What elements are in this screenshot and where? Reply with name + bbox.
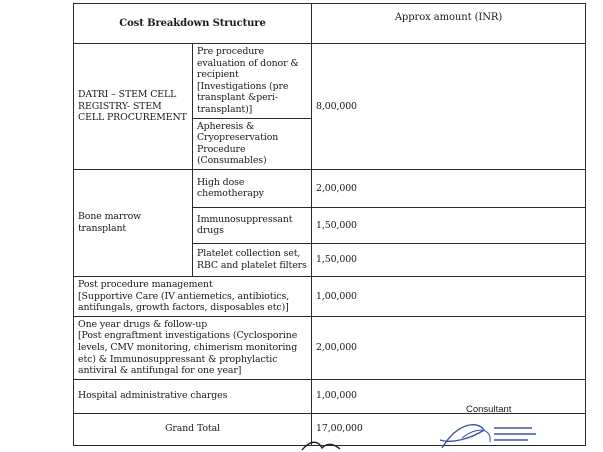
grand-total-amount: 17,00,000 — [311, 413, 585, 445]
bmt-amount-chemo: 2,00,000 — [311, 169, 585, 207]
bmt-amount-platelet: 1,50,000 — [311, 243, 585, 276]
header-structure: Cost Breakdown Structure — [74, 4, 312, 44]
consultant-label: Consultant — [466, 404, 512, 415]
post-procedure-amount: 1,00,000 — [311, 276, 585, 316]
bmt-item-platelet: Platelet collection set, RBC and platelet filters — [192, 243, 311, 276]
bmt-item-chemo: High dose chemotherapy — [192, 169, 311, 207]
post-procedure-cell — [74, 276, 312, 316]
post-procedure-detail: [Supportive Care (IV antiemetics, antibiotics, antifungals, growth factors, disposables etc)] — [78, 290, 290, 314]
datri-label: DATRI – STEM CELL REGISTRY- STEM CELL PROCUREMENT — [74, 44, 193, 170]
one-year-amount: 2,00,000 — [311, 316, 585, 379]
consultant-stamp-icon — [432, 418, 542, 452]
one-year-title: One year drugs & follow-up — [78, 318, 208, 330]
datri-amount: 8,00,000 — [311, 44, 585, 170]
grand-total-label: Grand Total — [74, 413, 312, 445]
header-amount: Approx amount (INR) — [311, 4, 585, 44]
datri-item-evaluation: Pre procedure evaluation of donor & recipient [Investigations (pre transplant &peri- transplant)] — [192, 44, 311, 119]
cost-breakdown-table — [73, 3, 586, 446]
hospital-label: Hospital administrative charges — [74, 379, 312, 413]
signature-icon — [300, 436, 360, 452]
post-row — [74, 276, 586, 316]
hospital-amount: 1,00,000 — [311, 379, 585, 413]
one-year-detail: [Post engraftment investigations (Cyclosporine levels, CMV monitoring, chimerism monitoring etc) & Immunosuppressant & prophylactic antiviral & antifungal for one year] — [78, 330, 298, 377]
post-procedure-title: Post procedure management — [78, 278, 213, 290]
one-year-cell — [74, 316, 312, 379]
datri-row-1 — [74, 44, 586, 119]
datri-item-apheresis: Apheresis & Cryopreservation Procedure (Consumables) — [192, 118, 311, 169]
bmt-amount-immuno: 1,50,000 — [311, 207, 585, 243]
table-header-row — [74, 4, 586, 44]
bmt-row-1 — [74, 169, 586, 207]
bmt-label: Bone marrow transplant — [74, 169, 193, 276]
bmt-item-immuno: Immunosuppressant drugs — [192, 207, 311, 243]
year-row — [74, 316, 586, 379]
